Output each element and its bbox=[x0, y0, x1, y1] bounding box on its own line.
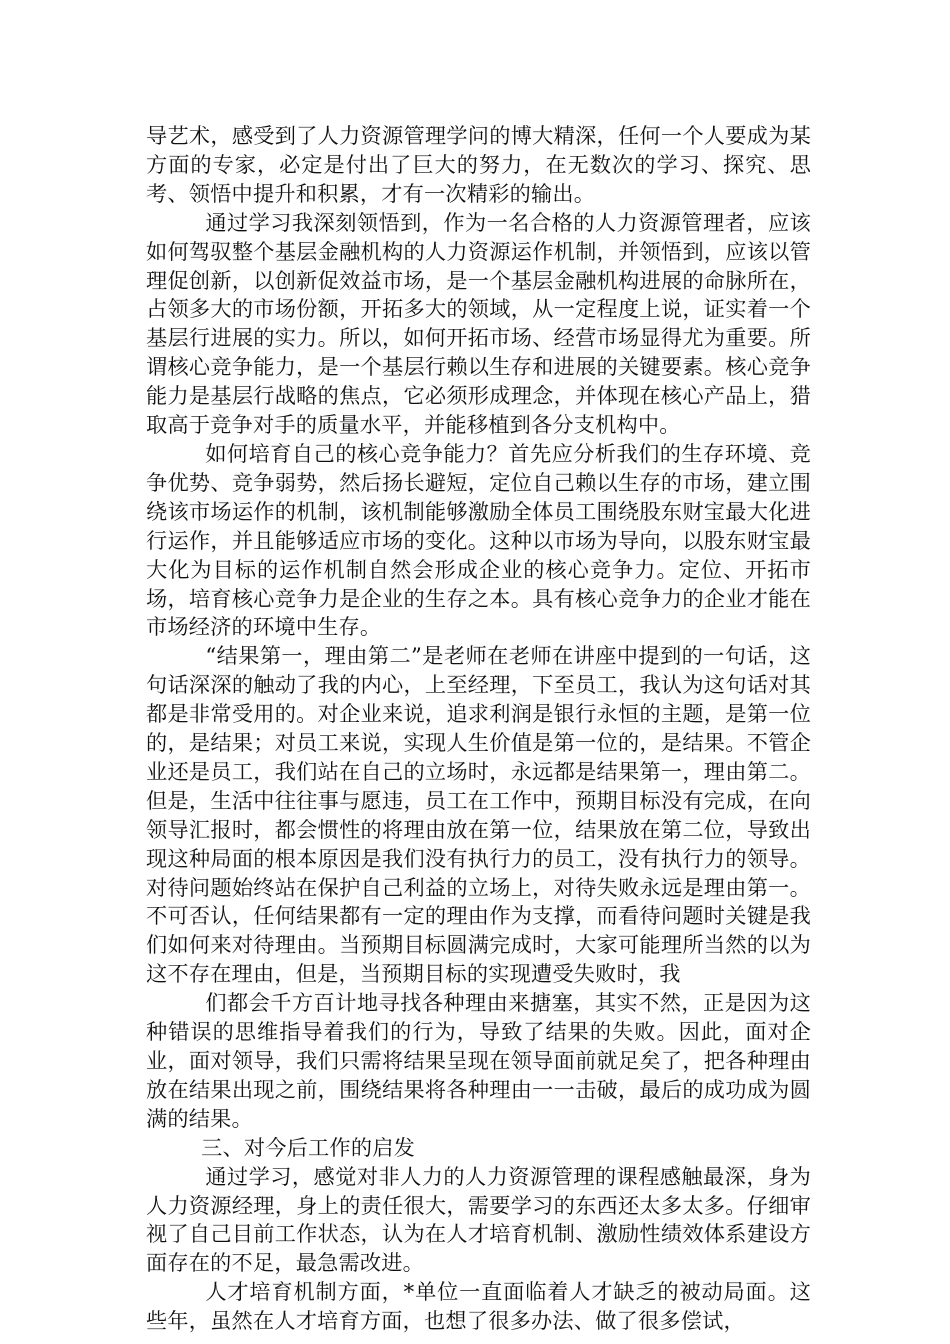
paragraph-7: 人才培育机制方面，*单位一直面临着人才缺乏的被动局面。这些年，虽然在人才培育方面，也想了很多办法、做了很多偿试， bbox=[146, 1279, 811, 1334]
paragraph-5: 们都会千方百计地寻找各种理由来搪塞，其实不然，正是因为这种错误的思维指导着我们的行为，导致了结果的失败。因此，面对企业，面对领导，我们只需将结果呈现在领导面前就足矣了，把各种理由放在结果出现之前，围绕结果将各种理由一一击破，最后的成功成为圆满的结果。 bbox=[146, 990, 811, 1131]
paragraph-1: 导艺术，感受到了人力资源管理学问的博大精深，任何一个人要成为某方面的专家，必定是付出了巨大的努力，在无数次的学习、探究、思考、领悟中提升和积累，才有一次精彩的输出。 bbox=[146, 123, 811, 206]
paragraph-3: 如何培育自己的核心竞争能力？首先应分析我们的生存环境、竞争优势、竞争弱势，然后扬长避短，定位自己赖以生存的市场，建立围绕该市场运作的机制，该机制能够激励全体员工围绕股东财宝最大化进行运作，并且能够适应市场的变化。这种以市场为导向，以股东财宝最大化为目标的运作机制自然会形成企业的核心竞争力。定位、开拓市场，培育核心竞争力是企业的生存之本。具有核心竞争力的企业才能在市场经济的环境中生存。 bbox=[146, 440, 811, 640]
section-heading: 三、对今后工作的启发 bbox=[201, 1134, 415, 1160]
paragraph-4: “结果第一，理由第二”是老师在老师在讲座中提到的一句话，这句话深深的触动了我的内心，上至经理，下至员工，我认为这句话对其都是非常受用的。对企业来说，追求利润是银行永恒的主题，是第一位的，是结果；对员工来说，实现人生价值是第一位的，是结果。不管企业还是员工，我们站在自己的立场时，永远都是结果第一，理由第二。但是，生活中往往事与愿违，员工在工作中，预期目标没有完成，在向领导汇报时，都会惯性的将理由放在第一位，结果放在第二位，导致出现这种局面的根本原因是我们没有执行力的员工，没有执行力的领导。对待问题始终站在保护自己利益的立场上，对待失败永远是理由第一。不可否认，任何结果都有一定的理由作为支撑，而看待问题时关键是我们如何来对待理由。当预期目标圆满完成时，大家可能理所当然的以为这不存在理由，但是，当预期目标的实现遭受失败时，我 bbox=[146, 643, 811, 987]
paragraph-6: 通过学习，感觉对非人力的人力资源管理的课程感触最深，身为人力资源经理，身上的责任很大，需要学习的东西还太多太多。仔细审视了自己目前工作状态，认为在人才培育机制、激励性绩效体系建设方面存在的不足，最急需改进。 bbox=[146, 1163, 811, 1276]
document-body bbox=[146, 122, 811, 1336]
paragraph-2: 通过学习我深刻领悟到，作为一名合格的人力资源管理者，应该如何驾驭整个基层金融机构的人力资源运作机制，并领悟到，应该以管理促创新，以创新促效益市场，是一个基层金融机构进展的命脉所在，占领多大的市场份额，开拓多大的领域，从一定程度上说，证实着一个基层行进展的实力。所以，如何开拓市场、经营市场显得尤为重要。所谓核心竞争能力，是一个基层行赖以生存和进展的关键要素。核心竞争能力是基层行战略的焦点，它必须形成理念，并体现在核心产品上，猎取高于竞争对手的质量水平，并能移植到各分支机构中。 bbox=[146, 209, 811, 438]
